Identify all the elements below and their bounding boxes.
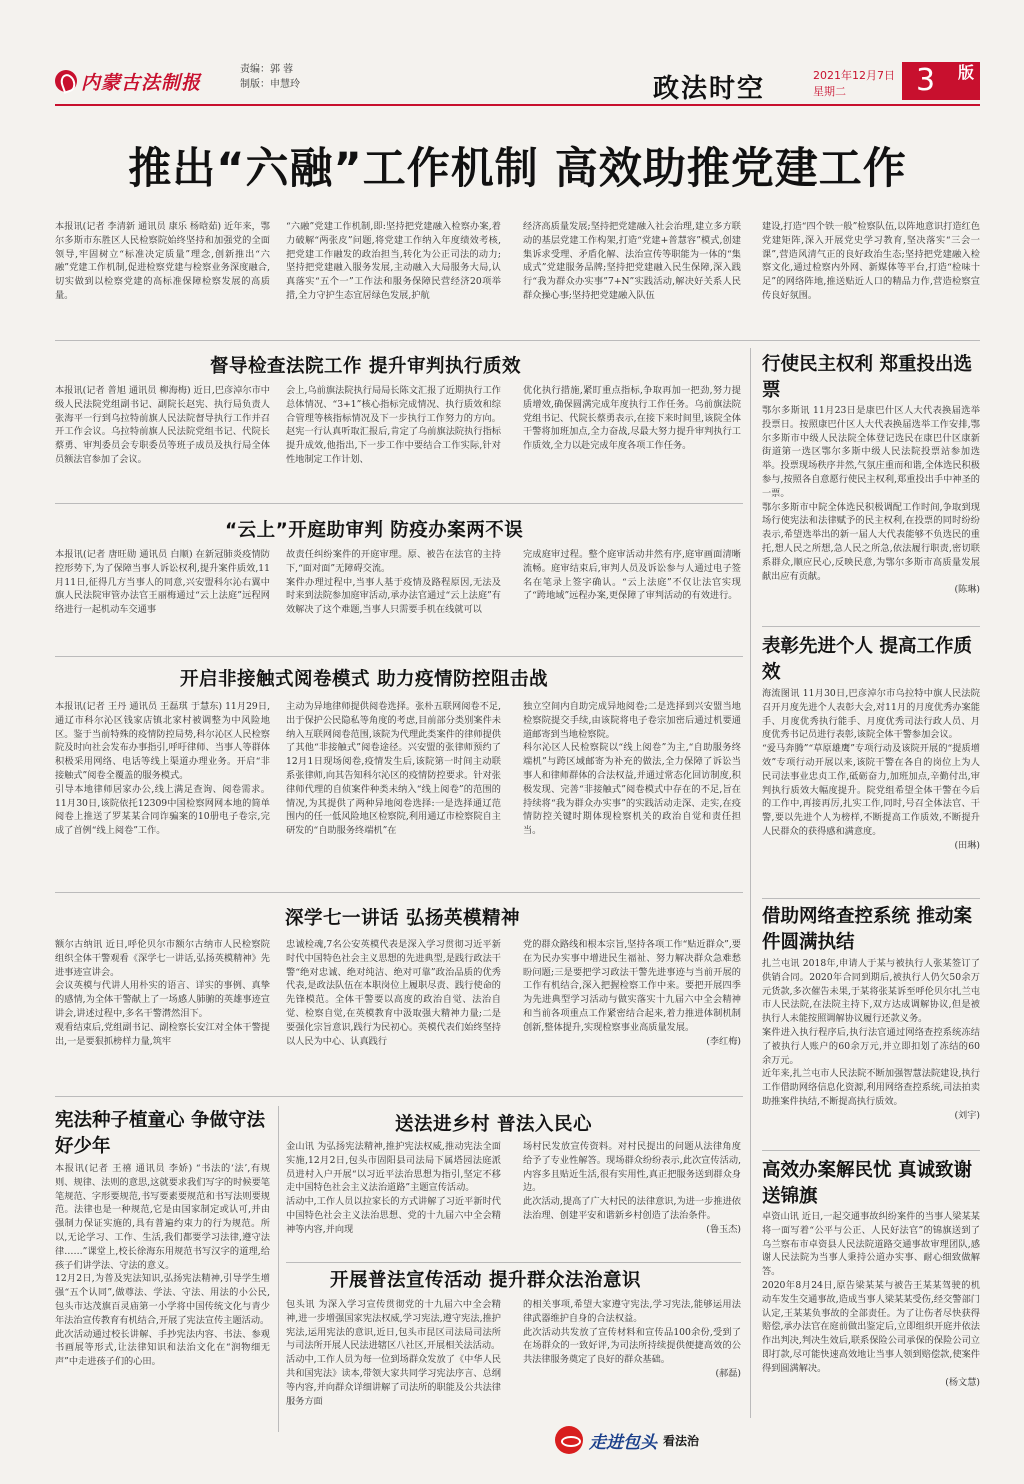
story4-col-1: 额尔古纳讯 近日,呼伦贝尔市额尔古纳市人民检察院组织全体干警观看《深学七一讲话,弘扬英模精神》先进事迹宣讲会。 会议英模与代讲人用朴实的语言、详实的事例、真挚的感情,为全体干警献上了一场感人肺腑的英雄事迹宣讲会,讲述过程中,多名干警潸然泪下。 观看结束后,党组副书记、副检察长安江对全体干警提出,一是要狠抓榜样力量,筑牢 (55, 939, 270, 1047)
editor-line: 责编：郭 蓉 (240, 64, 294, 75)
page-number-badge (902, 62, 980, 100)
side2-body (762, 687, 980, 897)
story2-col-2: 故责任纠纷案件的开庭审理。原、被告在法官的主持下,“面对面”无障碍交流。 案件办理过程中,当事人基于疫情及路程原因,无法及时来到法院参加庭审活动,承办法官通过“云上法庭”有效解决了这个难题,当事人只需要手机在线就可以 (286, 549, 501, 616)
divider (762, 1150, 980, 1151)
masthead-rule (55, 104, 980, 106)
story4-signature: (李红梅) (706, 1035, 741, 1047)
story4-col-2: 忠诚检魂,7名公安英模代表是深入学习贯彻习近平新时代中国特色社会主义思想的先进典型,是践行政法干警“绝对忠诚、绝对纯洁、绝对可靠”政治品质的优秀代表,是政法队伍在本职岗位上履职尽责、践行使命的先锋模范。全体干警要以高度的政治自觉、法治自觉、检察自觉,在英模教育中汲取强大精神力量;二是要强化宗旨意识,践行为民初心。英模代表们始终坚持以人民为中心、认真践行 (286, 939, 501, 1047)
brand-emblem-icon (555, 1426, 583, 1454)
side2-text: 海流图讯 11月30日,巴彦淖尔市乌拉特中旗人民法院召开月度先进个人表彰大会,对11月的月度优秀办案能手、月度优秀执行能手、月度优秀司法行政人员、月度优秀书记员进行表彰,该院全体干警参加会议。 “爱马奔腾”“草原雄鹰”专项行动及该院开展的“提质增效”专项行动开展以来,该院干警在各自的岗位上为人民司法事业忠贞工作,砥砺奋力,加班加点,辛勤付出,审判执行质效大幅度提升。院党组希望全体干警在今后的工作中,再接再厉,扎实工作,同时,号召全体法官、干警,要以先进个人为榜样,不断提高工作质效,不断提升人民群众的获得感和满意度。 (762, 688, 980, 837)
story1-col-3: 优化执行措施,紧盯重点指标,争取再加一把劲,努力提质增效,确保圆满完成年度执行工作任务。乌前旗法院党组书记、代院长蔡勇表示,在接下来时间里,该院全体干警将加班加点,全力奋战,尽最大努力提升审判执行工作质效,全力以赴完成年度各项工作任务。 (523, 385, 741, 452)
story3-col-2: 主动为异地律师提供阅卷选择。张朴五联网阅卷不足,出于保护公民隐私等角度的考虑,目前部分类别案件未纳入互联网阅卷范围,该院为代理此类案件的律师提供了其他“非接触式”阅卷途径。兴安盟的张律师预约了12月1日现场阅卷,疫情发生后,该院第一时间主动联系张律师,向其告知科尔沁区的疫情防控要求。针对张律师代理的自侦案件种类未纳入“线上阅卷”的范围的情况,为其提供了两种异地阅卷选择:一是选择通辽范围内的任一低风险地区检察院,利用通辽市检察院自主研发的“自助服务终端机”在 (286, 701, 501, 837)
story4-col-3 (523, 938, 741, 1088)
story3-col-1: 本报讯(记者 王丹 通讯员 王磊琪 于慧东) 11月29日,通辽市科尔沁区钱家店镇北家村被调整为中风险地区。鉴于当前特殊的疫情防控局势,科尔沁区人民检察院及时向社会发布办事指引,呼吁律师、当事人等群体积极采用网络、电话等线上渠道办理业务。开启“非接触式”阅卷全覆盖的服务模式。 引导本地律师居家办公,线上满足查询、阅卷需求。11月30日,该院依托12309中国检察网网本地的简单阅卷上推送了罗某某合同诈骗案的10册电子卷宗,完成了首例“线上阅卷”工作。 (55, 701, 270, 837)
bottom2-col-2 (523, 1140, 741, 1260)
bottom3-col-2-text: 的相关事项,希望大家遵守宪法,学习宪法,能够运用法律武器维护自身的合法权益。 此次活动共发放了宣传材料和宣传品100余份,受到了在场群众的一致好评,为司法所持续提供便捷高效的公共法律服务奠定了良好的群众基础。 (523, 1299, 741, 1366)
divider (55, 1096, 743, 1097)
story2-col-1: 本报讯(记者 唐旺勋 通讯员 白顺) 在新冠肺炎疫情防控形势下,为了保障当事人诉讼权利,提升案件质效,11月11日,征得几方当事人的同意,兴安盟科尔沁右翼中旗人民法院审管办法官王丽梅通过“云上法庭”远程网络进行一起机动车交通事 (55, 549, 270, 616)
brand-tagline: 看法治 (663, 1433, 700, 1448)
side4-text: 卓资山讯 近日,一起交通事故纠纷案件的当事人梁某某将一面写着“公平与公正、人民好法官”的锦旗送到了乌兰察布市卓资县人民法院道路交通事故审理团队,感谢人民法院为当事人秉持公道办实事、耐心细致做解答。 2020年8月24日,原告梁某某与被告王某某驾驶的机动车发生交通事故,造成当事人梁某某受伤,经交警部门认定,王某某负事故的全部责任。为了让伤者尽快获得赔偿,承办法官在庭前做出鉴定后,立即组织开庭并依法作出判决,判决生效后,联系保险公司承保的保险公司立即打款,尽可能快速高效地让当事人领到赔偿款,使案件得到圆满解决。 (762, 1211, 980, 1374)
newspaper-logo (55, 68, 230, 94)
divider (55, 340, 980, 341)
lead-col-1: 本报讯(记者 李清新 通讯员 康乐 杨晗茹) 近年来，鄂尔多斯市东胜区人民检察院始终坚持和加强党的全面领导,牢固树立“标准决定质量”理念,创新推出“六融”党建工作机制,促进检察党建与检察业务深度融合,切实做到以检察党建的高标准保障检察发展的高质量。 (55, 221, 270, 301)
bottom2-title: 送法进乡村 普法入民心 (395, 1114, 592, 1135)
page-suffix: 版 (957, 63, 974, 82)
story2-title: “云上”开庭助审判 防疫办案两不误 (225, 520, 524, 541)
side3-body (762, 957, 980, 1147)
story3-title: 开启非接触式阅卷模式 助力疫情防控阻击战 (180, 669, 548, 690)
divider (762, 626, 980, 627)
side2-title: 表彰先进个人 提高工作质效 (762, 636, 972, 683)
story4-col-3-text: 党的群众路线和根本宗旨,坚持各项工作“贴近群众”,要在为民办实事中增进民生福祉、努力解决群众急难愁盼问题;三是要把学习政法干警先进事迹与当前开展的工作有机结合,深入把握检察工作中来。要把开展四季为先进典型学习活动与做实落实十九届六中全会精神和当前各项重点工作紧密结合起来,着力推进体制机制创新,整体提升,实现检察事业高质量发展。 (523, 939, 741, 1033)
lead-col-3: 经济高质量发展;坚持把党建融入社会治理,建立多方联动的基层党建工作构架,打造“党建+普慧容”模式,创建集诉求受理、矛盾化解、法治宣传等职能为一体的“集成式”党建服务品牌;坚持把党建融入民生保障,深入践行“我为群众办实事”7+N”实践活动,解决好关系人民群众操心事;坚持把党建融入队伍 (523, 221, 741, 301)
bottom1-body: 本报讯(记者 王禧 通讯员 李娇) “书法的‘法’,有规则、规律、法则的意思,这就要求我们写字的时候要笔笔规范、字形要规范,书写要素要规范和书写法则要规范。法律也是一种规范,它是由国家制定或认可,并由强制力保证实施的,具有普遍约束力的行为规范。所以,无论学习、工作、生活,我们都要学习法律,遵守法律……”课堂上,校长徐海东用规范书写汉字的道理,给孩子们讲学法、守法的意义。 12月2日,为普及宪法知识,弘扬宪法精神,引导学生增强“五个认同”,做尊法、学法、守法、用法的小公民,包头市达茂旗百灵庙第一小学将中国传统文化与青少年法治宣传教育有机结合,开展了宪法宣传主题活动。 此次活动通过校长讲解、手抄宪法内容、书法、参观书画展等形式,让法律知识和法治文化在“润物细无声”中走进孩子们的心田。 (55, 1163, 270, 1368)
page-number: 3 (916, 63, 936, 98)
divider (286, 1262, 741, 1263)
masthead (55, 62, 980, 108)
main-headline: 推出“六融”工作机制 高效助推党建工作 (128, 144, 907, 194)
lead-col-2: “六融”党建工作机制,即:坚持把党建融入检察办案,着力破解“两张皮”问题,将党建工作纳入年度绩效考核,把党建工作融发的政治担当,转化为公正司法的动力;坚持把党建融入服务发展,主动融入大局服务大局,认真落实“五个一”工作法和服务保障民营经济20项举措,全力守护生态宜居绿色发展,护航 (286, 221, 501, 301)
story3-col-3: 独立空间内自助完成异地阅卷;二是选择到兴安盟当地检察院提交手续,由该院将电子卷宗加密后通过机要通道邮寄到当地检察院。 科尔沁区人民检察院以“线上阅卷”为主,“自助服务终端机”与跨区域邮寄为补充的做法,全力保障了诉讼当事人和律师群体的合法权益,并通过常态化回访制度,积极发现、完善“非接触式”阅卷模式中存在的不足,旨在持续将“我为群众办实事”的实践活动走深、走实,在疫情防控关键时期体现检察机关的政治自觉和责任担当。 (523, 701, 741, 837)
lead-col-4: 建设,打造“四个铁一般”检察队伍,以阵地意识打造红色党建矩阵,深入开展党史学习教育,坚决落实“三会一课”,营造风清气正的良好政治生态;坚持把党建融入检察文化,通过检察内外网、新媒体等平台,打造“检味十足”的网络阵地,推送贴近人口的精品力作,营造检察宣传良好氛围。 (762, 221, 980, 301)
bottom3-col-2 (523, 1298, 741, 1382)
issue-date (813, 68, 895, 100)
story2-col-3: 完成庭审过程。整个庭审活动井然有序,庭审画面清晰流畅。庭审结束后,审判人员及诉讼参与人通过电子签名在笔录上签字确认。“云上法庭”不仅让法官实现了“跨地域”远程办案,更保障了审判活动的有效进行。 (523, 549, 741, 602)
bottom1-title: 宪法种子植童心 争做守法好少年 (55, 1110, 265, 1157)
logo-text: 内蒙古法制报 (81, 71, 202, 94)
brand-name: 走进包头 (589, 1432, 657, 1453)
bottom3-title: 开展普法宣传活动 提升群众法治意识 (330, 1270, 641, 1291)
story1-title: 督导检查法院工作 提升审判执行质效 (210, 356, 521, 377)
divider (55, 656, 743, 657)
side3-title: 借助网络查控系统 推动案件圆满执结 (762, 906, 972, 953)
story1-col-1: 本报讯(记者 普旭 通讯员 柳海梅) 近日,巴彦淖尔市中级人民法院党组副书记、副院长赵宪、执行局负责人张海平一行到乌拉特前旗人民法院督导执行工作并召开工作会议。乌拉特前旗人民法院党组书记、代院长蔡勇、审判委员会专职委员等班子成员及执行局全体员额法官参加了会议。 (55, 385, 270, 465)
bottom3-signature: (郝磊) (715, 1367, 741, 1379)
side4-signature: (杨文慧) (945, 1376, 980, 1388)
side1-title: 行使民主权利 郑重投出选票 (762, 354, 972, 401)
bottom3-col-1: 包头讯 为深入学习宣传贯彻党的十九届六中全会精神,进一步增强国家宪法权威,学习宪法,遵守宪法,推护宪法,运用宪法的意识,近日,包头市昆区司法局司法所与司法所开展人民法进辖区八社区,开展相关法活动。 活动中,工作人员为每一位到场群众发放了《中华人民共和国宪法》读本,带领大家共同学习宪法序言、总纲等内容,并向群众详细讲解了司法所的职能及公共法律服务方面 (286, 1299, 501, 1407)
weekday-text: 星期二 (813, 85, 846, 98)
story1-col-2: 会上,乌前旗法院执行局局长陈文汇报了近期执行工作总体情况、“3+1”核心指标完成情况、执行质效和综合管理等核指标情况及下一步执行工作努力的方向。赵宪一行认真听取汇报后,肯定了乌前旗法院执行指标提升成效,他指出,下一步工作中要结合工作实际,针对性地制定工作计划、 (286, 385, 501, 465)
date-text: 2021年12月7日 (813, 69, 895, 82)
divider (55, 503, 743, 504)
side4-body (762, 1210, 980, 1440)
side1-text: 鄂尔多斯讯 11月23日是康巴什区人大代表换届选举投票日。按照康巴什区人大代表换届选举工作安排,鄂尔多斯市中级人民法院全体登记选民在康巴什区康新街道第一选区鄂尔多斯中级人民法院投票站参加选举。投票现场秩序井然,气氛庄重而和谐,全体选民积极参与,按照各自意愿行使民主权利,郑重投出手中神圣的一票。 鄂尔多斯市中院全体选民积极调配工作时间,争取到现场行使宪法和法律赋予的民主权利,在投票的同时纷纷表示,希望选举出的新一届人大代表能够不负选民的重托,想人民之所想,急人民之所急,依法履行职责,密切联系群众,顺应民心,反映民意,为鄂尔多斯市高质量发展献出应有贡献。 (762, 405, 980, 582)
footer-brand (555, 1426, 699, 1454)
section-title: 政法时空 (653, 74, 766, 104)
side1-body (762, 404, 980, 622)
side1-signature: (陈琳) (954, 584, 980, 596)
bottom2-col-1: 金山讯 为弘扬宪法精神,推护宪法权威,推动宪法全面实施,12月2日,包头市固阳县司法局下属塔园法庭派员进村入户开展“以习近平法治思想为指引,坚定不移走中国特色社会主义法治道路”主题宣传活动。 活动中,工作人员以拉家长的方式讲解了习近平新时代中国特色社会主义法治思想、党的十九届六中全会精神等内容,并向现 (286, 1141, 501, 1235)
story4-title: 深学七一讲话 弘扬英模精神 (285, 908, 520, 929)
side3-text: 扎兰屯讯 2018年,申请人于某与被执行人张某签订了供销合同。2020年合同到期后,被执行人仍欠50余万元货款,多次催告未果,于某将张某诉至呼伦贝尔扎兰屯市人民法院,在法院主持下,双方达成调解协议,但是被执行人未能按照调解协议履行还款义务。 案件进入执行程序后,执行法官通过网络查控系统冻结了被执行人账户的60余万元,并立即扣划了冻结的60余万元。 近年来,扎兰屯市人民法院不断加强智慧法院建设,执行工作借助网络信息化资源,利用网络查控系统,司法拍卖助推案件执结,不断提高执行质效。 (762, 958, 980, 1107)
side3-signature: (刘宇) (954, 1109, 980, 1121)
designer-line: 制版：申慧玲 (240, 79, 300, 90)
editor-credits (240, 62, 300, 92)
column-divider (750, 348, 751, 1418)
side2-signature: (田琳) (954, 839, 980, 851)
divider (762, 898, 980, 899)
bottom2-col-2-text: 场村民发放宣传资料。对村民提出的问题从法律角度给予了专业性解答。现场群众纷纷表示,此次宣传活动,内容多且贴近生活,很有实用性,真正把服务送到群众身边。 此次活动,提高了广大村民的法律意识,为进一步推进依法治理、创建平安和谐新乡村创造了法治条件。 (523, 1141, 741, 1221)
bottom2-signature: (鲁玉杰) (706, 1223, 741, 1235)
logo-emblem-icon (55, 70, 77, 92)
divider (55, 892, 743, 893)
column-divider (278, 1106, 279, 1432)
side4-title: 高效办案解民忧 真诚致谢送锦旗 (762, 1160, 972, 1207)
